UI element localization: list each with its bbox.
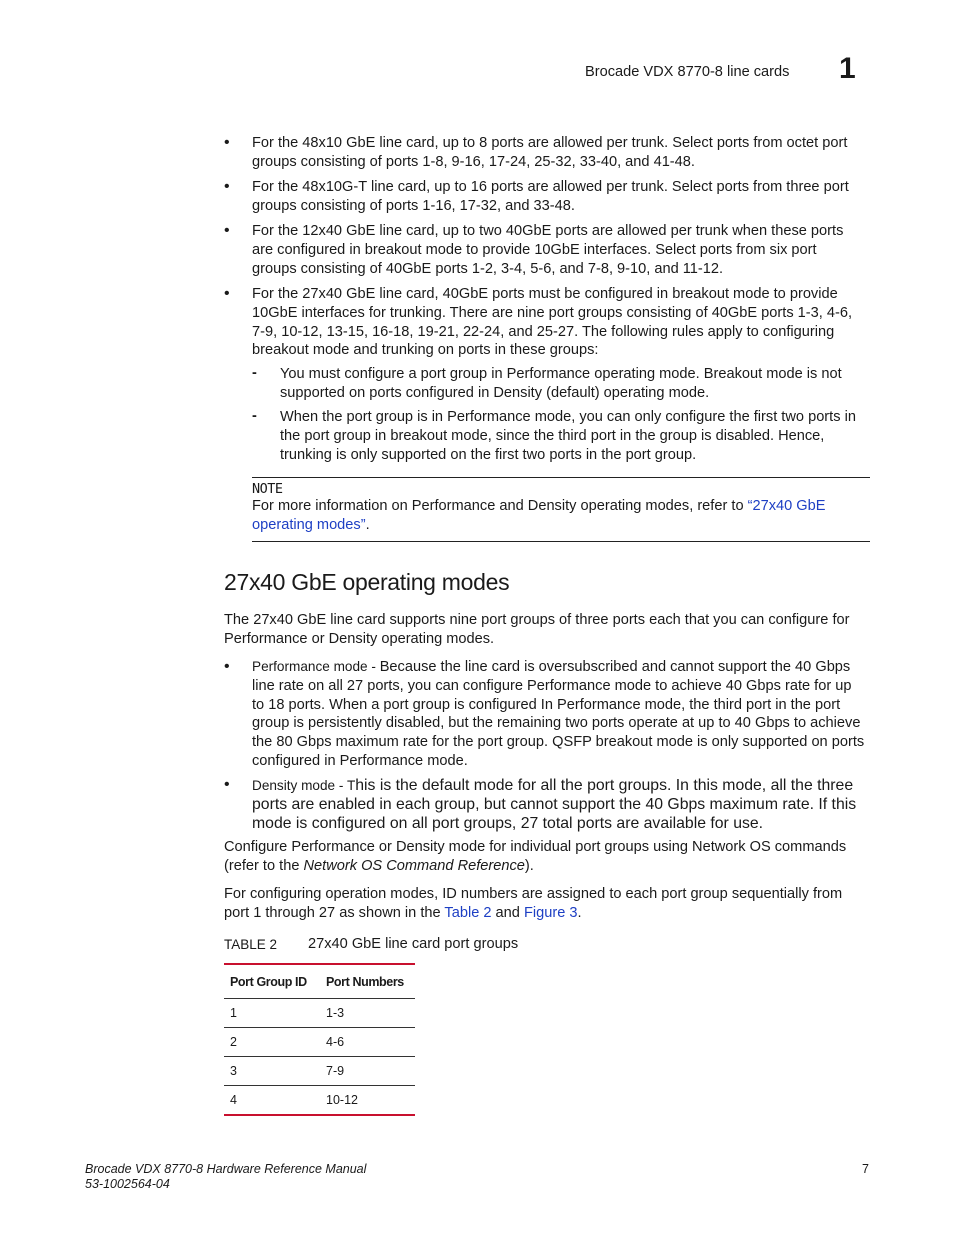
bullet-icon: • (224, 222, 230, 239)
operating-modes-link[interactable]: “27x40 GbE (747, 498, 826, 514)
bullet-icon: • (224, 134, 230, 151)
sub-list-item-line: supported on ports configured in Density (default) operating mode. (280, 384, 710, 401)
chapter-number: 1 (839, 52, 856, 85)
table-2-link[interactable]: Table 2 (444, 904, 492, 921)
bullet-icon: • (224, 285, 230, 302)
column-header-port-numbers: Port Numbers (322, 964, 415, 999)
list-item-line: ports are enabled in each group, but cannot support the 40 Gbps maximum rate. If this (252, 796, 857, 814)
table-cell-port-numbers: 10-12 (322, 1086, 415, 1116)
note-label: NOTE (252, 481, 283, 497)
list-item-line: are configured in breakout mode to provide 10GbE interfaces. Select ports from six port (252, 241, 817, 258)
note-bottom-rule (252, 541, 870, 542)
operating-modes-link-cont[interactable]: operating modes” (252, 516, 366, 533)
dash-icon: - (252, 365, 257, 381)
sub-list-item-line: the port group in breakout mode, since the third port in the group is disabled. Hence, (280, 427, 825, 444)
bullet-icon: • (224, 776, 230, 793)
list-item-line: the 80 Gbps maximum rate for the port group. QSFP breakout mode is only supported on ports (252, 734, 865, 751)
performance-mode-label: Performance mode - (252, 659, 380, 674)
sub-rules-list (252, 365, 870, 465)
mode-list: • Performance mode - Because the line card is oversubscribed and cannot support the 40 Gbps line rate on all 27 ports, you can configure Performance mode to achieve 40 Gbps rate for up to 18 ports. When a port group is configured In Performance mode, the third port in the port group is persistently disabled, but the remaining two ports operate at up to 40 Gbps to achieve the 80 Gbps maximum rate for the port group. QSFP breakout mode is only supported on ports configured in Performance mode. • Density mode - This is the default mode for all the port groups. In this mode, all the three ports are enabled in each group, but cannot support the 40 Gbps maximum rate. If this mode is configured on all port groups, 27 total ports are available for use. (224, 658, 865, 833)
list-item-line: 10GbE interfaces for trunking. There are nine port groups consisting of 40GbE ports 1-3, 4-6, (252, 304, 853, 321)
sub-list-item-line: When the port group is in Performance mode, you can only configure the first two ports in (280, 409, 856, 425)
list-item-line: configured in Performance mode. (252, 752, 468, 769)
running-header-title: Brocade VDX 8770-8 line cards (585, 64, 790, 80)
sub-list-item-line: You must configure a port group in Performance operating mode. Breakout mode is not (280, 366, 842, 382)
table-cell-port-numbers: 4-6 (322, 1028, 415, 1057)
id-paragraph: For configuring operation modes, ID numbers are assigned to each port group sequentially from port 1 through 27 as shown in the Table 2 and Figure 3. (224, 886, 843, 921)
figure-3-link[interactable]: Figure 3 (523, 904, 578, 921)
list-item-line: For the 12x40 GbE line card, up to two 40GbE ports are allowed per trunk when these ports (252, 223, 844, 239)
table-caption-title: 27x40 GbE line card port groups (308, 936, 519, 952)
table-row (224, 1086, 415, 1116)
list-item-line: breakout mode and trunking on ports in these groups: (252, 342, 599, 359)
section-intro (224, 611, 869, 649)
note-top-rule (252, 477, 870, 478)
dash-icon: - (252, 408, 257, 424)
list-item-line: groups consisting of 40GbE ports 1-2, 3-4, 5-6, and 7-8, 9-10, and 11-12. (252, 260, 724, 277)
list-item-line: For the 48x10G-T line card, up to 16 ports are allowed per trunk. Select ports from three port (252, 179, 849, 195)
footer-manual-title: Brocade VDX 8770-8 Hardware Reference Manual (85, 1162, 367, 1176)
table-row (224, 1028, 415, 1057)
list-item-line: group is persistently disabled, but the remaining two ports operate at up to 40 Gbps to achieve (252, 715, 861, 732)
column-header-port-group-id: Port Group ID (224, 964, 322, 999)
section-heading: 27x40 GbE operating modes (224, 569, 510, 595)
table-cell-group-id: 4 (224, 1086, 322, 1116)
bullet-icon: • (224, 178, 230, 195)
table-header-row (224, 964, 415, 999)
list-item-line: For the 48x10 GbE line card, up to 8 ports are allowed per trunk. Select ports from octet port (252, 135, 848, 151)
bullet-icon: • (224, 658, 230, 675)
intro-line: Performance or Density operating modes. (224, 630, 495, 647)
list-item-line: 7-9, 10-12, 13-15, 16-18, 19-21, 22-24, and 25-27. The following rules apply to configuring (252, 323, 835, 340)
footer-doc-number: 53-1002564-04 (85, 1177, 170, 1191)
table-cell-port-numbers: 1-3 (322, 999, 415, 1028)
density-mode-label: Density mode - T (252, 778, 356, 793)
list-item-line: groups consisting of ports 1-8, 9-16, 17-24, 25-32, 33-40, and 41-48. (252, 153, 695, 170)
note-text: For more information on Performance and Density operating modes, refer to “27x40 GbE operating modes”. (252, 498, 826, 533)
table-caption-label: TABLE 2 (224, 937, 278, 952)
table-row (224, 1057, 415, 1086)
table-row (224, 999, 415, 1028)
list-item-line: to 18 ports. When a port group is configured In Performance mode, the third port in the port (252, 696, 841, 713)
list-item-line: groups consisting of ports 1-16, 17-32, and 33-48. (252, 197, 575, 214)
table-cell-group-id: 2 (224, 1028, 322, 1057)
sub-list-item-line: trunking is only supported on the first two ports in the port group. (280, 446, 697, 463)
port-groups-table (224, 963, 415, 1116)
configure-paragraph: Configure Performance or Density mode for individual port groups using Network OS commands (refer to the Network OS Command Reference). (224, 839, 847, 874)
command-reference-title: Network OS Command Reference (303, 857, 525, 874)
table-cell-group-id: 1 (224, 999, 322, 1028)
list-item-line: For the 27x40 GbE line card, 40GbE ports must be configured in breakout mode to provide (252, 286, 838, 302)
list-item-line: mode is configured on all port groups, 27 total ports are available for use. (252, 815, 764, 833)
list-item-line: line rate on all 27 ports, you can configure Performance mode to achieve 40 Gbps rate for up (252, 677, 852, 694)
intro-line: The 27x40 GbE line card supports nine port groups of three ports each that you can configure for (224, 612, 850, 628)
table-cell-port-numbers: 7-9 (322, 1057, 415, 1086)
table-cell-group-id: 3 (224, 1057, 322, 1086)
footer-page-number: 7 (862, 1162, 869, 1176)
